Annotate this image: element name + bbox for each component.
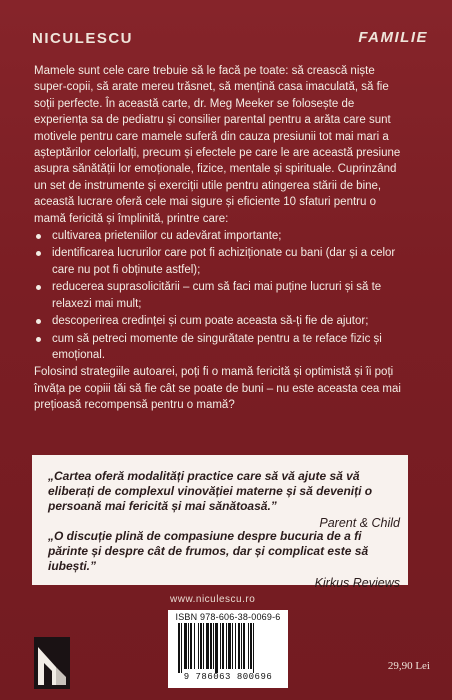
barcode-bar: [188, 623, 189, 669]
barcode-bar: [226, 623, 227, 669]
barcode-bar: [181, 623, 182, 673]
barcode-bar: [228, 623, 231, 669]
bullet-icon: [36, 337, 41, 342]
barcode-bar: [215, 623, 218, 673]
isbn-number: ISBN 978-606-38-0069-6: [175, 612, 281, 622]
description-closing: Folosind strategiile autoarei, poți fi o mamă fericită și optimistă și îi poți învăța pe copiii tăi să fie cât se poate de buni – nu este aceasta cea mai prețioasă recompensă pentru o mamă?: [34, 366, 401, 412]
barcode-bar: [241, 623, 242, 669]
list-item: [34, 279, 402, 312]
list-item-text: identificarea lucrurilor care pot fi achiziționate cu bani (dar și a celor care nu pot fi obținute astfel);: [52, 247, 396, 276]
bullet-icon: [36, 251, 41, 256]
barcode-bar: [200, 623, 202, 669]
barcode-bar: [213, 623, 214, 669]
quote-text: „O discuție plină de compasiune despre bucuria de a fi părinte și despre cât de frumos, dar și complicat este să iubești.”: [48, 529, 369, 573]
barcode-bar: [206, 623, 209, 669]
list-item-text: descoperirea credinței și cum poate aceasta să-ți fie de ajutor;: [52, 315, 369, 328]
publisher-name: NICULESCU: [32, 30, 134, 47]
barcode-bar: [253, 623, 254, 673]
book-category: FAMILIE: [358, 29, 428, 46]
barcode-bar: [238, 623, 240, 669]
list-item: [34, 228, 402, 244]
barcode-bar: [235, 623, 236, 669]
list-item-text: cum să petreci momente de singurătate pentru a te reface fizic și emoțional.: [52, 332, 382, 361]
review-quote: [48, 469, 400, 530]
barcode-label: [168, 610, 288, 688]
barcode-bar: [178, 623, 180, 673]
list-item: [34, 331, 402, 364]
list-item-text: reducerea suprasolicitării – cum să faci mai puține lucruri și să te relaxezi mai mult;: [52, 281, 382, 310]
barcode-bar: [194, 623, 195, 669]
book-price: 29,90 Lei: [387, 660, 430, 672]
barcode-bar: [222, 623, 224, 669]
barcode-bar: [243, 623, 245, 669]
quote-source: Kirkus Reviews: [314, 576, 400, 590]
barcode-icon: [176, 623, 280, 673]
barcode-bar: [250, 623, 252, 669]
barcode-bar: [203, 623, 204, 669]
book-description: [34, 63, 402, 414]
barcode-bar: [184, 623, 187, 669]
cover-header: [0, 0, 452, 50]
publisher-website: www.niculescu.ro: [170, 594, 256, 605]
description-intro: Mamele sunt cele care trebuie să le facă pe toate: să crească niște super-copii, să arate mereu trăsnet, să mențină casa imaculată, să fie soții perfecte. În această carte, dr. Meg Meeker se folosește de experiența sa de pediatru și consilier parental pentru a arăta care sunt motivele pentru care mamele suferă din cauza presiunii tot mai mari a așteptărilor celorlalți, precum și efectele pe care le are această presiune asupra sănătății lor emoționale, fizice, mentale și spirituale. Cuprinzând un set de instrumente și exerciții utile pentru atingerea stării de bine, această lucrare oferă cele mai sigure și eficiente 10 sfaturi pentru o mamă fericită și împlinită, printre care:: [34, 65, 401, 225]
quote-text: „Cartea oferă modalități practice care să vă ajute să vă eliberați de complexul vinovăției materne și să deveniți o persoană mai fericită și mai sănătoasă.”: [48, 469, 373, 513]
barcode-bar: [190, 623, 192, 669]
bullet-icon: [36, 285, 41, 290]
barcode-bar: [210, 623, 212, 669]
review-quote: [48, 529, 400, 590]
tips-list: [34, 228, 402, 363]
publisher-logo-icon: [34, 637, 70, 689]
bullet-icon: [36, 319, 41, 324]
barcode-bar: [220, 623, 221, 669]
quote-source: Parent & Child: [319, 516, 400, 530]
list-item: [34, 245, 402, 278]
barcode-bar: [232, 623, 233, 669]
barcode-bar: [248, 623, 249, 669]
list-item: [34, 313, 402, 329]
barcode-digits: 9 786063 800696: [183, 672, 273, 682]
review-quotes-box: [32, 455, 408, 590]
list-item-text: cultivarea prieteniilor cu adevărat importante;: [52, 230, 282, 243]
barcode-bar: [198, 623, 199, 669]
bullet-icon: [36, 234, 41, 239]
